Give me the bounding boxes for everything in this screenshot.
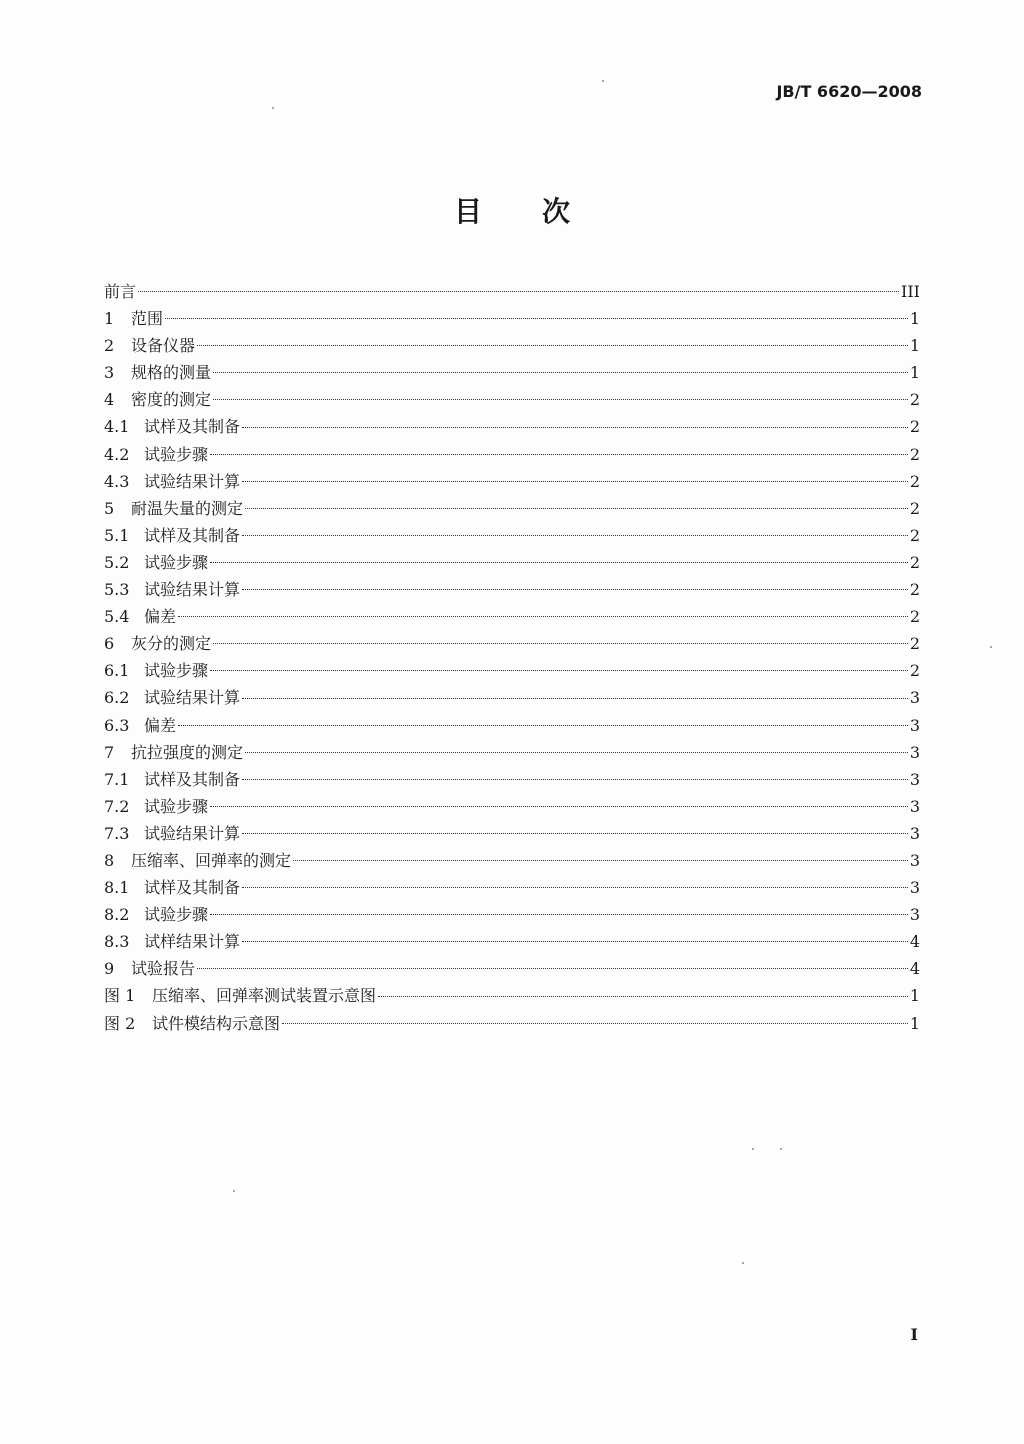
toc-entry-number: 5.1 bbox=[104, 525, 130, 545]
toc-entry-page: 3 bbox=[909, 850, 920, 870]
toc-title bbox=[0, 190, 1024, 230]
toc-leader-dots bbox=[210, 913, 908, 915]
toc-entry-title: 试验结果计算 bbox=[144, 823, 241, 843]
toc-entry[interactable] bbox=[104, 386, 920, 413]
toc-entry-number: 6.2 bbox=[104, 688, 130, 708]
toc-entry-page: 1 bbox=[909, 309, 920, 329]
toc-entry-title: 压缩率、回弹率测试装置示意图 bbox=[152, 986, 377, 1006]
toc-entry-number: 8.2 bbox=[104, 905, 130, 925]
toc-entry-title: 规格的测量 bbox=[131, 363, 212, 383]
toc-entry-title: 压缩率、回弹率的测定 bbox=[131, 850, 292, 870]
toc-entry-title: 灰分的测定 bbox=[131, 634, 212, 654]
toc-leader-dots bbox=[197, 344, 908, 346]
toc-leader-dots bbox=[282, 1022, 908, 1024]
toc-entry[interactable] bbox=[104, 630, 920, 657]
toc-entry-number: 7.1 bbox=[104, 769, 130, 789]
toc-leader-dots bbox=[210, 805, 908, 807]
toc-entry-title: 设备仪器 bbox=[131, 336, 196, 356]
toc-entry-page: 2 bbox=[909, 634, 920, 654]
toc-leader-dots bbox=[210, 669, 908, 671]
toc-entry[interactable] bbox=[104, 359, 920, 386]
toc-entry-page: 2 bbox=[909, 661, 920, 681]
toc-leader-dots bbox=[242, 886, 908, 888]
toc-entry-number: 1 bbox=[104, 309, 115, 329]
toc-entry[interactable] bbox=[104, 549, 920, 576]
toc-entry-page: 3 bbox=[909, 688, 920, 708]
toc-title-char-1: 目 bbox=[453, 195, 482, 228]
toc-entry[interactable] bbox=[104, 820, 920, 847]
toc-entry-number: 4.2 bbox=[104, 444, 130, 464]
toc-entry-number: 3 bbox=[104, 363, 115, 383]
toc-entry-title: 密度的测定 bbox=[131, 390, 212, 410]
toc-entry[interactable] bbox=[104, 332, 920, 359]
toc-entry[interactable] bbox=[104, 603, 920, 630]
toc-entry-number: 5.3 bbox=[104, 580, 130, 600]
toc-entry-page: 3 bbox=[909, 905, 920, 925]
toc-leader-dots bbox=[210, 453, 908, 455]
toc-leader-dots bbox=[293, 859, 908, 861]
toc-entry-page: 2 bbox=[909, 580, 920, 600]
toc-leader-dots bbox=[242, 534, 908, 536]
toc-entry[interactable] bbox=[104, 684, 920, 711]
toc-entry-title: 试件模结构示意图 bbox=[152, 1013, 281, 1033]
toc-entry-page: 3 bbox=[909, 878, 920, 898]
toc-entry-number: 5.4 bbox=[104, 607, 130, 627]
toc-leader-dots bbox=[242, 480, 908, 482]
toc-entry-number: 9 bbox=[104, 959, 115, 979]
toc-leader-dots bbox=[242, 588, 908, 590]
toc-entry-page: 1 bbox=[909, 1013, 920, 1033]
toc-entry-page: 3 bbox=[909, 796, 920, 816]
toc-entry[interactable] bbox=[104, 1010, 920, 1037]
toc-entry-title: 试验报告 bbox=[131, 959, 196, 979]
scan-speck bbox=[742, 1262, 744, 1264]
toc-entry[interactable] bbox=[104, 278, 920, 305]
toc-entry-title: 试验步骤 bbox=[144, 444, 209, 464]
toc-entry-page: 4 bbox=[909, 959, 920, 979]
toc-leader-dots bbox=[242, 940, 908, 942]
toc-entry-page: 3 bbox=[909, 823, 920, 843]
toc-entry-title: 试验步骤 bbox=[144, 796, 209, 816]
scan-speck bbox=[990, 646, 992, 648]
toc-leader-dots bbox=[245, 507, 908, 509]
toc-entry-title: 耐温失量的测定 bbox=[131, 498, 244, 518]
toc-leader-dots bbox=[242, 426, 908, 428]
toc-entry-title: 试验步骤 bbox=[144, 905, 209, 925]
toc-entry-number: 图 2 bbox=[104, 1013, 136, 1033]
toc-leader-dots bbox=[242, 778, 908, 780]
toc-entry-title: 偏差 bbox=[144, 715, 177, 735]
toc-entry-page: 1 bbox=[909, 336, 920, 356]
toc-entry-number: 8 bbox=[104, 850, 115, 870]
scan-speck bbox=[602, 80, 604, 82]
toc-entry-number: 8.1 bbox=[104, 878, 130, 898]
toc-entry-page: 2 bbox=[909, 498, 920, 518]
toc-entry-title: 试样及其制备 bbox=[144, 769, 241, 789]
toc-leader-dots bbox=[213, 371, 908, 373]
toc-entry-number: 图 1 bbox=[104, 986, 136, 1006]
toc-leader-dots bbox=[197, 967, 908, 969]
toc-entry[interactable] bbox=[104, 793, 920, 820]
toc-title-char-2: 次 bbox=[542, 195, 571, 228]
toc-entry-title: 抗拉强度的测定 bbox=[131, 742, 244, 762]
toc-entry-title: 试验结果计算 bbox=[144, 688, 241, 708]
toc-entry-number: 5.2 bbox=[104, 552, 130, 572]
toc-entry[interactable] bbox=[104, 982, 920, 1009]
toc-entry-number: 6 bbox=[104, 634, 115, 654]
toc-entry-page: 3 bbox=[909, 715, 920, 735]
toc-entry-title: 试验结果计算 bbox=[144, 580, 241, 600]
toc-entry-number: 6.3 bbox=[104, 715, 130, 735]
toc-entry-page: 2 bbox=[909, 471, 920, 491]
toc-leader-dots bbox=[165, 317, 908, 319]
toc-entry-number: 7.2 bbox=[104, 796, 130, 816]
toc-entry[interactable] bbox=[104, 955, 920, 982]
toc-entry-page: 2 bbox=[909, 444, 920, 464]
toc-entry-title: 试验步骤 bbox=[144, 661, 209, 681]
toc-leader-dots bbox=[245, 751, 908, 753]
toc-entry-page: 3 bbox=[909, 769, 920, 789]
toc-entry[interactable] bbox=[104, 712, 920, 739]
toc-entry[interactable] bbox=[104, 901, 920, 928]
toc-leader-dots bbox=[378, 995, 908, 997]
toc-entry-number: 4 bbox=[104, 390, 115, 410]
toc-entry-title: 试验结果计算 bbox=[144, 471, 241, 491]
toc-entry-title: 试样结果计算 bbox=[144, 932, 241, 952]
page-folio: I bbox=[910, 1325, 918, 1344]
toc-leader-dots bbox=[178, 615, 908, 617]
toc-entry-page: III bbox=[901, 282, 920, 301]
toc-entry-page: 2 bbox=[909, 525, 920, 545]
toc-entry-title: 范围 bbox=[131, 309, 164, 329]
toc-entry[interactable] bbox=[104, 305, 920, 332]
toc-entry-number: 8.3 bbox=[104, 932, 130, 952]
toc-entry[interactable] bbox=[104, 874, 920, 901]
toc-entry[interactable] bbox=[104, 468, 920, 495]
toc-entry[interactable] bbox=[104, 928, 920, 955]
toc-entry-page: 1 bbox=[909, 363, 920, 383]
toc-entry-page: 1 bbox=[909, 986, 920, 1006]
toc-leader-dots bbox=[138, 290, 899, 292]
scan-speck bbox=[233, 1190, 235, 1192]
toc-entry-page: 3 bbox=[909, 742, 920, 762]
toc-entry[interactable] bbox=[104, 522, 920, 549]
toc-entry-page: 2 bbox=[909, 552, 920, 572]
toc-entry-page: 2 bbox=[909, 390, 920, 410]
standard-number: JB/T 6620—2008 bbox=[776, 82, 922, 101]
toc-entry-page: 2 bbox=[909, 417, 920, 437]
toc-entry[interactable] bbox=[104, 495, 920, 522]
toc-entry-number: 7.3 bbox=[104, 823, 130, 843]
toc-entry-number: 4.1 bbox=[104, 417, 130, 437]
toc-leader-dots bbox=[242, 697, 908, 699]
toc-entry-title: 试样及其制备 bbox=[144, 525, 241, 545]
toc-entry-number: 5 bbox=[104, 498, 115, 518]
scan-speck bbox=[780, 1148, 782, 1150]
toc-entry-title: 试样及其制备 bbox=[144, 878, 241, 898]
toc-entry-title: 偏差 bbox=[144, 607, 177, 627]
toc-entry[interactable] bbox=[104, 441, 920, 468]
toc-leader-dots bbox=[178, 724, 908, 726]
toc-leader-dots bbox=[213, 642, 908, 644]
toc-leader-dots bbox=[210, 561, 908, 563]
toc-entry-number: 7 bbox=[104, 742, 115, 762]
toc-entry-title: 试样及其制备 bbox=[144, 417, 241, 437]
toc-entry-page: 4 bbox=[909, 932, 920, 952]
toc-entry-number: 6.1 bbox=[104, 661, 130, 681]
toc-entry[interactable] bbox=[104, 766, 920, 793]
toc-entry-title: 前言 bbox=[104, 282, 137, 301]
toc-entry-number: 2 bbox=[104, 336, 115, 356]
scan-speck bbox=[752, 1148, 754, 1150]
toc-entry[interactable] bbox=[104, 413, 920, 440]
toc-entry[interactable] bbox=[104, 657, 920, 684]
toc-entry[interactable] bbox=[104, 576, 920, 603]
scan-speck bbox=[272, 107, 274, 109]
toc-list bbox=[104, 278, 920, 1037]
toc-leader-dots bbox=[242, 832, 908, 834]
toc-leader-dots bbox=[213, 398, 908, 400]
toc-entry[interactable] bbox=[104, 739, 920, 766]
toc-entry-number: 4.3 bbox=[104, 471, 130, 491]
toc-entry-page: 2 bbox=[909, 607, 920, 627]
toc-entry[interactable] bbox=[104, 847, 920, 874]
toc-entry-title: 试验步骤 bbox=[144, 552, 209, 572]
